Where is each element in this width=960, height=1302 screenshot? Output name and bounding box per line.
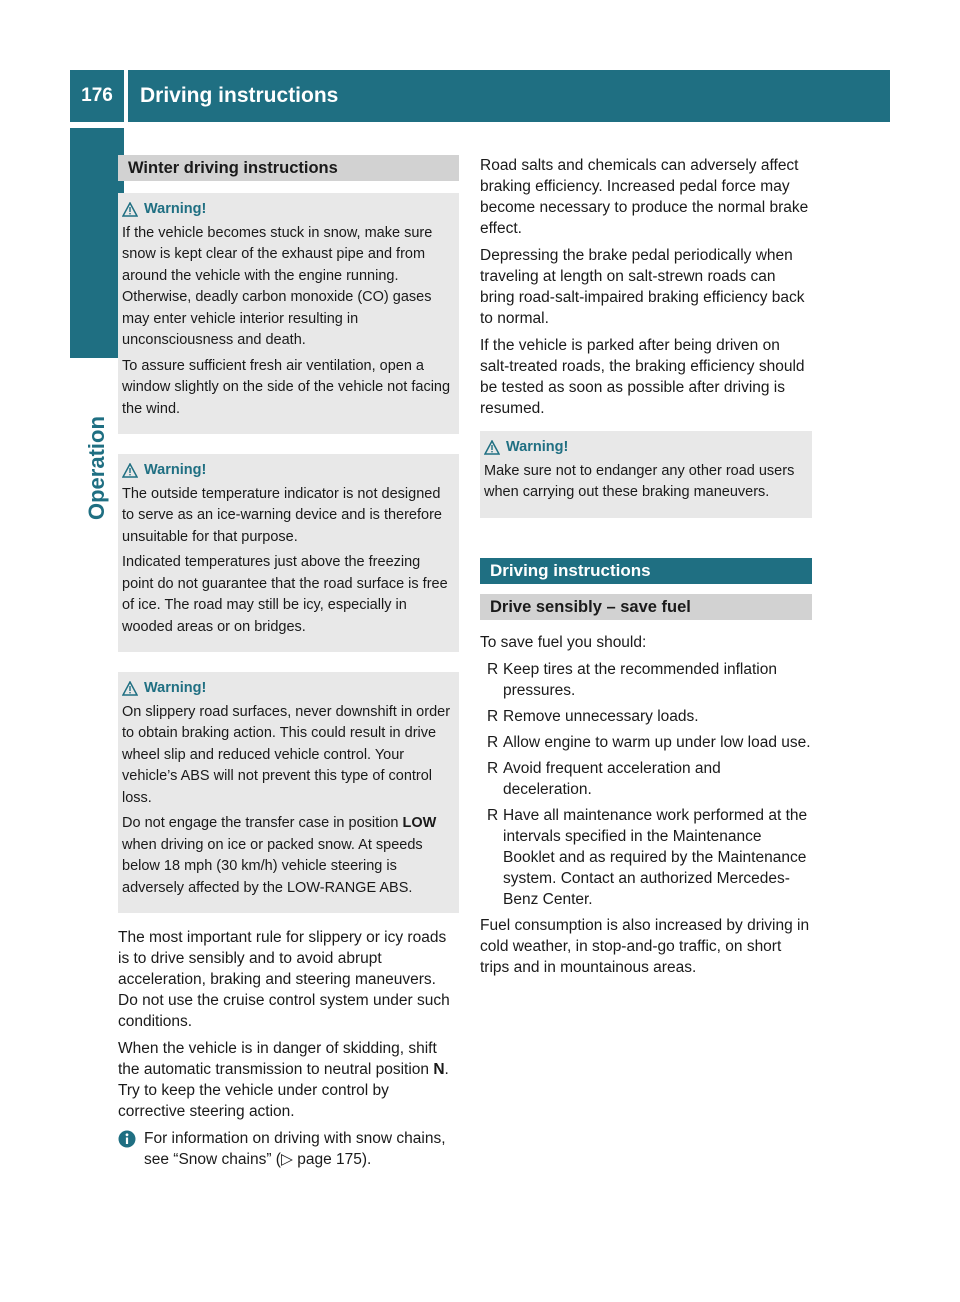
warning-title: [484, 437, 804, 459]
bullet-mark-icon: R: [487, 707, 499, 725]
bullet-mark-icon: R: [487, 759, 499, 777]
intro-text: To save fuel you should:: [480, 633, 647, 651]
warning-title: [122, 460, 451, 482]
body-paragraph: When the vehicle is in danger of skidding, shift the automatic transmission to neutral position N. Try to keep the vehicle under control by corrective steering action.: [118, 1040, 449, 1120]
left-column: [118, 155, 459, 1170]
list-item: R Remove unnecessary loads.: [487, 707, 699, 725]
warning-triangle-icon: [122, 202, 138, 217]
bullet-mark-icon: R: [487, 806, 499, 824]
warning-text: The outside temperature indicator is not designed to serve as an ice-warning device and is therefore unsuitable for that purpose.: [122, 485, 442, 545]
warning-title-text: Warning!: [144, 201, 207, 217]
bullet-mark-icon: R: [487, 660, 499, 678]
body-paragraph: If the vehicle is parked after being driven on salt-treated roads, the braking efficiency should be tested as soon as possible after driving is resumed.: [480, 337, 805, 417]
warning-text: If the vehicle becomes stuck in snow, make sure snow is kept clear of the exhaust pipe and from around the vehicle with the engine running. Otherwise, deadly carbon monoxide (CO) gases may enter vehicle interior resulting in unconsciousness and death.: [122, 224, 433, 348]
side-tab: [70, 128, 124, 358]
warning-text: Indicated temperatures just above the freezing point do not guarantee that the road surface is free of ice. The road may still be icy, especially in wooded areas or on bridges.: [122, 554, 448, 635]
page-reference-link[interactable]: page 175).: [292, 1151, 372, 1168]
warning-title: [122, 199, 451, 221]
warning-text: On slippery road surfaces, never downshift in order to obtain braking action. This could result in drive wheel slip and reduced vehicle control. Your vehicle’s ABS will not prevent this type of control loss.: [122, 703, 451, 806]
list-item: R Keep tires at the recommended inflation pressures.: [487, 660, 777, 699]
warning-text: Do not engage the transfer case in position LOW when driving on ice or packed snow. At speeds below 18 mph (30 km/h) vehicle steering is adversely affected by the LOW-RANGE ABS.: [122, 815, 437, 896]
warning-box: [118, 672, 459, 913]
subsection-title-save-fuel: Drive sensibly – save fuel: [480, 594, 812, 620]
info-icon: [118, 1130, 136, 1148]
body-paragraph: The most important rule for slippery or icy roads is to drive sensibly and to avoid abrupt acceleration, braking and steering maneuvers. Do not use the cruise control system under such conditions.: [118, 929, 450, 1030]
right-column: [480, 155, 812, 984]
section-title-winter: Winter driving instructions: [118, 155, 459, 181]
page-header-title: Driving instructions: [128, 70, 890, 122]
side-section-label: Operation: [84, 416, 109, 520]
warning-text: To assure sufficient fresh air ventilation, open a window slightly on the side of the vehicle not facing the wind.: [122, 357, 451, 417]
warning-title-text: Warning!: [144, 462, 207, 478]
section-title-driving: Driving instructions: [480, 558, 812, 584]
body-paragraph: Fuel consumption is also increased by driving in cold weather, in stop-and-go traffic, on short trips and in mountainous areas.: [480, 916, 810, 976]
body-paragraph: Depressing the brake pedal periodically when traveling at length on salt-strewn roads can bring road-salt-impaired braking efficiency back to normal.: [480, 247, 805, 327]
warning-triangle-icon: [484, 440, 500, 455]
bullet-mark-icon: R: [487, 733, 499, 751]
info-note: For information on driving with snow chains, see “Snow chains” (▷ page 175).: [118, 1128, 459, 1170]
warning-text: Make sure not to endanger any other road users when carrying out these braking maneuvers.: [484, 462, 795, 500]
list-item: R Allow engine to warm up under low load use.: [487, 733, 811, 751]
list-item: R Have all maintenance work performed at the intervals specified in the Maintenance Booklet and as required by the Maintenance system. Contact an authorized Mercedes-Benz Center.: [487, 806, 808, 908]
warning-triangle-icon: [122, 463, 138, 478]
warning-title-text: Warning!: [506, 439, 569, 455]
page-reference-arrow-icon: ▷: [280, 1151, 293, 1168]
position-n-label: N: [433, 1061, 445, 1078]
position-low-label: LOW: [402, 815, 437, 831]
warning-box: [118, 193, 459, 434]
page-number: 176: [70, 70, 124, 122]
list-item: R Avoid frequent acceleration and deceleration.: [487, 759, 721, 798]
body-paragraph: Road salts and chemicals can adversely affect braking efficiency. Increased pedal force may become necessary to produce the normal brake effect.: [480, 157, 809, 237]
warning-title: [122, 678, 451, 700]
warning-triangle-icon: [122, 681, 138, 696]
warning-box: [480, 431, 812, 518]
warning-title-text: Warning!: [144, 680, 207, 696]
warning-box: [118, 454, 459, 652]
